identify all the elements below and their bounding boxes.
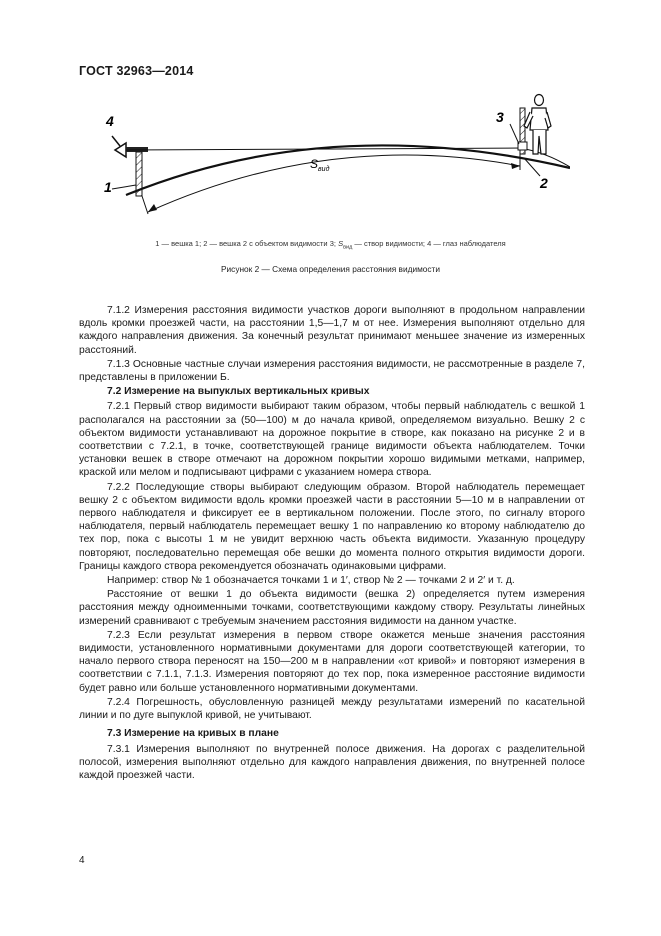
heading-7-2: 7.2 Измерение на выпуклых вертикальных кривых xyxy=(107,386,370,398)
figure-legend xyxy=(0,239,661,251)
visibility-object xyxy=(518,142,527,150)
observer-eye-icon xyxy=(115,143,126,157)
paragraph-7-2-2: 7.2.2 Последующие створы выбирают следующим образом. Второй наблюдатель перемещает вешку 2 с объектом видимости вдоль кромки проезжей части в расстоянии 5—10 м в направлении от первого наблюдателя и фиксирует ее в вертикальном положении. После этого, по сигналу второго наблюдателя, первый наблюдатель перемещает вешку 1 по направлению ко второму наблюдателю до тех пор, пока с высоты 1 м не увидит верхнюю часть объекта видимости. Указанную процедуру повторяют, последовательно перемещая обе вешки до момента полного открытия видимости дороги. Границы каждого створа рекомендуется обозначать одинаковыми цифрами. xyxy=(79,481,585,572)
paragraph-7-1-3: 7.1.3 Основные частные случаи измерения расстояния видимости, не рассмотренные в разделе 7, представлены в приложении Б. xyxy=(79,358,585,384)
paragraph-distance: Расстояние от вешки 1 до объекта видимости (вешка 2) определяется путем измерения расстояния между одноименными точками, соответствующими каждому створу. Результаты линейных измерений сравнивают с требуемым значением расстояния видимости на данном участке. xyxy=(79,589,585,627)
callout-4: 4 xyxy=(106,113,114,129)
figure-caption: Рисунок 2 — Схема определения расстояния видимости xyxy=(221,264,440,274)
sight-distance-arc xyxy=(148,155,520,212)
legend-subscript: вид xyxy=(343,244,353,251)
legend-part1: 1 — вешка 1; 2 — вешка 2 с объектом видимости 3; xyxy=(155,239,339,248)
document-body xyxy=(79,304,585,783)
legend-symbol: S xyxy=(338,239,344,248)
paragraph-7-2-1: 7.2.1 Первый створ видимости выбирают таким образом, чтобы первый наблюдатель с вешкой 1 располагался на расстоянии за (50—100) м до начала кривой, определяемом визуально. Вешку 2 с объектом видимости устанавливают на дорожное покрытие в створе, как показано на рисунке 2 и в соответствии с 7.2.1, в точке, соответствующей границе видимости объекта наблюдателем. Точки установки вешек в створе отмечают на дорожном покрытии хорошо видимыми метками, например, краской или мелом и подписывают цифрами с указанием номера створа. xyxy=(79,401,585,479)
heading-7-3: 7.3 Измерение на кривых в плане xyxy=(107,728,279,740)
doc-code: ГОСТ 32963—2014 xyxy=(79,64,194,78)
distance-symbol: $S_{вид}$ xyxy=(310,157,330,173)
callout-2: 2 xyxy=(540,175,548,191)
legend-part2: — створ видимости; 4 — глаз наблюдателя xyxy=(352,239,506,248)
paragraph-7-1-2: 7.1.2 Измерения расстояния видимости участков дороги выполняют в продольном направлении вдоль кромки проезжей части, на расстоянии 1,5—1,7 м от нее. Измерения выполняют отдельно для каждого направления движения. За конечный результат принимают меньшее значение из измеренных расстояний. xyxy=(79,305,585,356)
scheme-drawing xyxy=(100,88,570,228)
paragraph-7-2-3: 7.2.3 Если результат измерения в первом створе окажется меньше значения расстояния видимости, установленного нормативными документами для дороги соответствующей категории, то начало первого створа переносят на 150—200 м в направлении «от кривой» и повторяют измерения в соответствии с 7.1.1, 7.1.3. Измерения повторяют до тех пор, пока измеренное расстояние видимости будет равно или больше установленного нормативными документами. xyxy=(79,629,585,694)
page-number: 4 xyxy=(79,855,85,866)
callout-3: 3 xyxy=(496,109,504,125)
observer-person-icon xyxy=(524,95,551,155)
figure-sight-distance-scheme xyxy=(100,88,570,228)
paragraph-example: Например: створ № 1 обозначается точками 1 и 1′, створ № 2 — точками 2 и 2′ и т. д. xyxy=(107,575,515,587)
callout-1: 1 xyxy=(104,179,112,195)
paragraph-7-3-1: 7.3.1 Измерения выполняют по внутренней полосе движения. На дорогах с разделительной полосой, измерения выполняют отдельно для каждого направления движения, по внутренней полосе каждой проезжей части. xyxy=(79,743,585,781)
road-convex-curve xyxy=(126,145,570,195)
document-header xyxy=(79,64,194,78)
paragraph-7-2-4: 7.2.4 Погрешность, обусловленную разницей между результатами измерений по касательной линии и по дуге выпуклой кривой, не учитывают. xyxy=(79,696,585,722)
